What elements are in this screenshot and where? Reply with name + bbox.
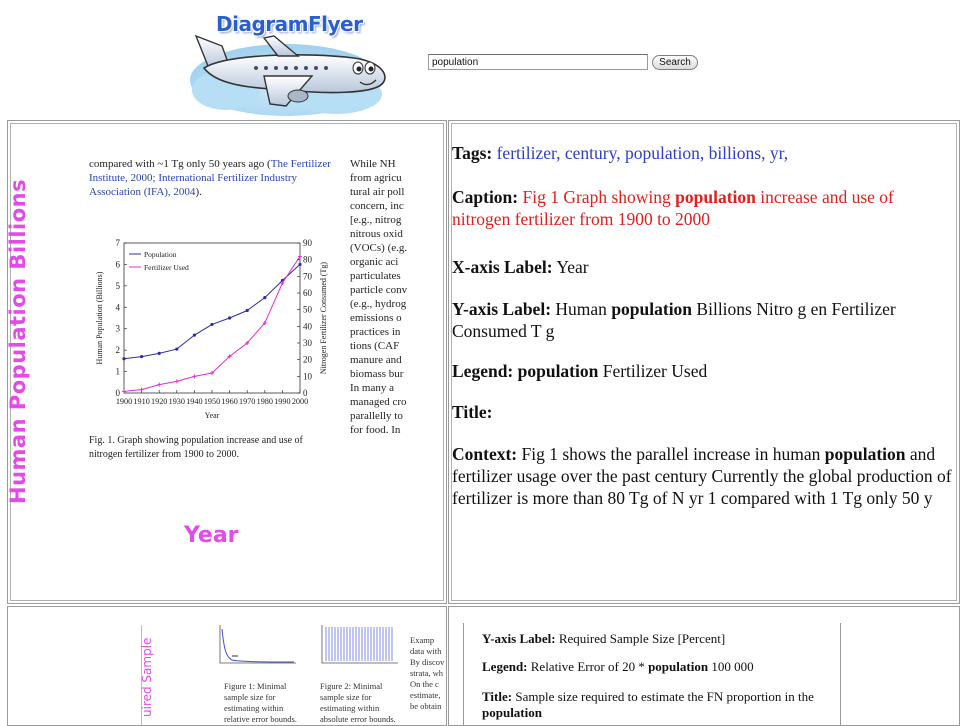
x-tick-label: 1960 <box>221 397 238 406</box>
paper-line: On the c <box>410 679 439 689</box>
paper-text-right <box>350 157 414 437</box>
result-metadata-cell-2 <box>448 606 960 726</box>
legend-text: Fertilizer Used <box>598 361 708 381</box>
paper-line: managed cro <box>350 396 407 408</box>
yaxis-value: Required Sample Size [Percent] <box>558 631 726 646</box>
y2-tick-label: 30 <box>303 338 312 348</box>
y-tick-label: 0 <box>115 388 120 398</box>
series-point-2 <box>175 379 179 383</box>
y-axis-overlay-label: Human Population Billions <box>6 178 30 504</box>
paper-text-right-2 <box>410 635 446 712</box>
tags-label: Tags: <box>452 143 493 163</box>
title-label: Title: <box>452 402 493 422</box>
context-row <box>452 443 952 509</box>
x-tick-label: 1950 <box>203 397 221 406</box>
sample-size-relative-chart <box>218 625 298 665</box>
yaxis-highlight: population <box>611 299 693 319</box>
yaxis-label: Y-axis Label: <box>452 299 552 319</box>
population-fertilizer-chart <box>86 237 336 429</box>
x-tick-label: 1990 <box>274 397 291 406</box>
legend-highlight: population <box>648 659 709 674</box>
series-point-1 <box>122 357 125 360</box>
series-point-1 <box>298 263 301 266</box>
paper-line: tions (CAF <box>350 340 400 352</box>
figure-caption-1: Figure 1: Minimal sample size for estimating within relative error bounds. <box>224 681 297 724</box>
y2-tick-label: 0 <box>303 388 308 398</box>
y-axis-overlay-label-2: uired Sample <box>140 637 154 717</box>
y-tick-label: 1 <box>115 366 120 377</box>
result-figure-cell-2[interactable] <box>7 606 447 726</box>
y2-tick-label: 70 <box>303 271 312 282</box>
paper-text: ). <box>195 186 202 198</box>
paper-line: [e.g., nitrog <box>350 214 402 226</box>
paper-line: organic aci <box>350 256 399 268</box>
y2-tick-label: 40 <box>303 321 312 332</box>
y-tick-label: 5 <box>115 280 120 291</box>
figure-caption: Fig. 1. Graph showing population increase and use of nitrogen fertilizer from 1900 to 2000. <box>89 435 303 460</box>
context-highlight: population <box>824 444 906 464</box>
y2-tick-label: 10 <box>303 371 312 382</box>
legend-highlight: population <box>517 361 599 381</box>
x-tick-label: 1910 <box>133 397 150 406</box>
series-line-1 <box>124 264 300 358</box>
series-point-2 <box>157 383 161 387</box>
y-tick-label: 7 <box>115 238 120 248</box>
paper-line: (e.g., hydrog <box>350 298 407 310</box>
title-text: Sample size required to estimate the FN proportion in the <box>515 689 814 704</box>
x-tick-label: 1940 <box>186 397 203 406</box>
yaxis-label: Y-axis Label: <box>482 631 556 646</box>
yaxis-row <box>452 298 952 342</box>
x-tick-label: 1900 <box>115 397 133 406</box>
paper-text-left <box>89 157 334 199</box>
legend-text: 100 000 <box>708 659 754 674</box>
paper-line: manure and <box>350 354 402 366</box>
paper-line: By discov <box>410 657 445 667</box>
sample-size-absolute-chart <box>320 625 400 665</box>
x-tick-label: 1970 <box>239 397 256 406</box>
y-tick-label: 3 <box>115 323 120 334</box>
paper-line: be obtain <box>410 701 442 711</box>
context-text: Fig 1 shows the parallel increase in human <box>521 444 825 464</box>
y2-tick-label: 80 <box>303 254 312 265</box>
series-point-1 <box>246 309 249 312</box>
yaxis-row-2 <box>482 631 842 647</box>
y-tick-label: 2 <box>115 345 120 356</box>
search-input[interactable] <box>428 54 648 70</box>
series-point-1 <box>210 323 213 326</box>
context-text: and fertilizer usage over the past century Currently the global production of fertilizer is more than 80 Tg of N yr 1 compared with 1 Tg only 50 y <box>452 444 952 508</box>
diagramflyer-logo[interactable] <box>186 6 398 120</box>
tags-row <box>452 142 952 164</box>
yaxis-text: Billions Nitro g en Fertilizer Consumed T g <box>452 299 896 341</box>
series-point-1 <box>158 352 161 355</box>
y-tick-label: 6 <box>115 259 120 270</box>
x-axis-overlay-label: Year <box>184 523 239 548</box>
legend-row-2 <box>482 659 842 675</box>
xaxis-value: Year <box>556 257 589 277</box>
title-highlight: population <box>482 705 542 720</box>
paper-line: nitrous oxid <box>350 228 403 240</box>
paper-line: emissions o <box>350 312 402 324</box>
legend-row <box>452 360 952 382</box>
x-tick-label: 1930 <box>168 397 185 406</box>
caption-value <box>452 187 894 229</box>
paper-line: particle conv <box>350 284 408 296</box>
title-row <box>452 401 952 423</box>
series-point-1 <box>140 355 143 358</box>
caption-highlight: population <box>675 187 756 207</box>
paper-line: concern, inc <box>350 200 404 212</box>
x-tick-label: 1920 <box>151 397 168 406</box>
paper-line: While NH <box>350 158 396 170</box>
x-tick-label: 1980 <box>256 397 273 406</box>
series-point-2 <box>192 374 196 378</box>
caption-text: increase and use of nitrogen fertilizer from 1900 to 2000 <box>452 187 894 229</box>
xaxis-row <box>452 256 952 278</box>
paper-line: data with <box>410 646 442 656</box>
y2-tick-label: 20 <box>303 354 312 365</box>
context-label: Context: <box>452 444 518 464</box>
paper-text: compared with ~1 Tg only 50 years ago ( <box>89 158 271 170</box>
xaxis-label: X-axis Label: <box>452 257 553 277</box>
paper-line: estimate, <box>410 690 441 700</box>
legend-label: Legend: <box>482 659 528 674</box>
y-tick-label: 4 <box>115 302 120 313</box>
title-label: Title: <box>482 689 513 704</box>
search-button[interactable]: Search <box>652 55 698 70</box>
metadata-thumbnail <box>463 623 841 726</box>
y2-axis-label: Nitrogen Fertilizer Consumed (Tg) <box>319 261 328 375</box>
x-axis-label: Year <box>204 411 220 420</box>
series-point-1 <box>263 296 266 299</box>
tags-links[interactable]: fertilizer, century, population, billions, yr, <box>496 143 789 163</box>
series-point-1 <box>193 334 196 337</box>
series-point-2 <box>140 388 144 392</box>
paper-line: from agricu <box>350 172 402 184</box>
caption-label: Caption: <box>452 187 519 207</box>
caption-text: Fig 1 Graph showing <box>522 187 676 207</box>
paper-line: biomass bur <box>350 368 404 380</box>
paper-line: particulates <box>350 270 401 282</box>
brand-name: DiagramFlyer <box>216 12 363 36</box>
paper-line: In many a <box>350 382 394 394</box>
series-point-1 <box>228 316 231 319</box>
figure-thumbnail <box>140 625 447 726</box>
paper-line: practices in <box>350 326 401 338</box>
series-point-1 <box>175 347 178 350</box>
y2-tick-label: 90 <box>303 238 312 248</box>
legend-entry-2: Fertilizer Used <box>144 263 189 272</box>
figure-caption-2: Figure 2: Minimal sample size for estimating within absolute error bounds. <box>320 681 396 724</box>
legend-entry-1: Population <box>144 250 177 259</box>
y2-tick-label: 60 <box>303 288 312 298</box>
caption-row <box>452 186 952 230</box>
legend-label: Legend: <box>452 361 514 381</box>
yaxis-text: Human <box>555 299 612 319</box>
paper-line: parallelly to <box>350 410 403 422</box>
paper-line: for food. In <box>350 424 401 436</box>
paper-line: Examp <box>410 635 435 645</box>
citation-link: The Fertilizer Institute, 2000; International Fertilizer Industry Association (IFA), 2004 <box>89 158 331 198</box>
y2-tick-label: 50 <box>303 304 312 315</box>
y-axis-label: Human Population (Billions) <box>95 271 104 365</box>
x-tick-label: 2000 <box>291 397 309 406</box>
legend-text: Relative Error of 20 * <box>530 659 649 674</box>
paper-line: (VOCs) (e.g. <box>350 242 408 254</box>
title-row-2 <box>482 689 842 721</box>
paper-line: tural air poll <box>350 186 405 198</box>
paper-line: strata, wh <box>410 668 444 678</box>
